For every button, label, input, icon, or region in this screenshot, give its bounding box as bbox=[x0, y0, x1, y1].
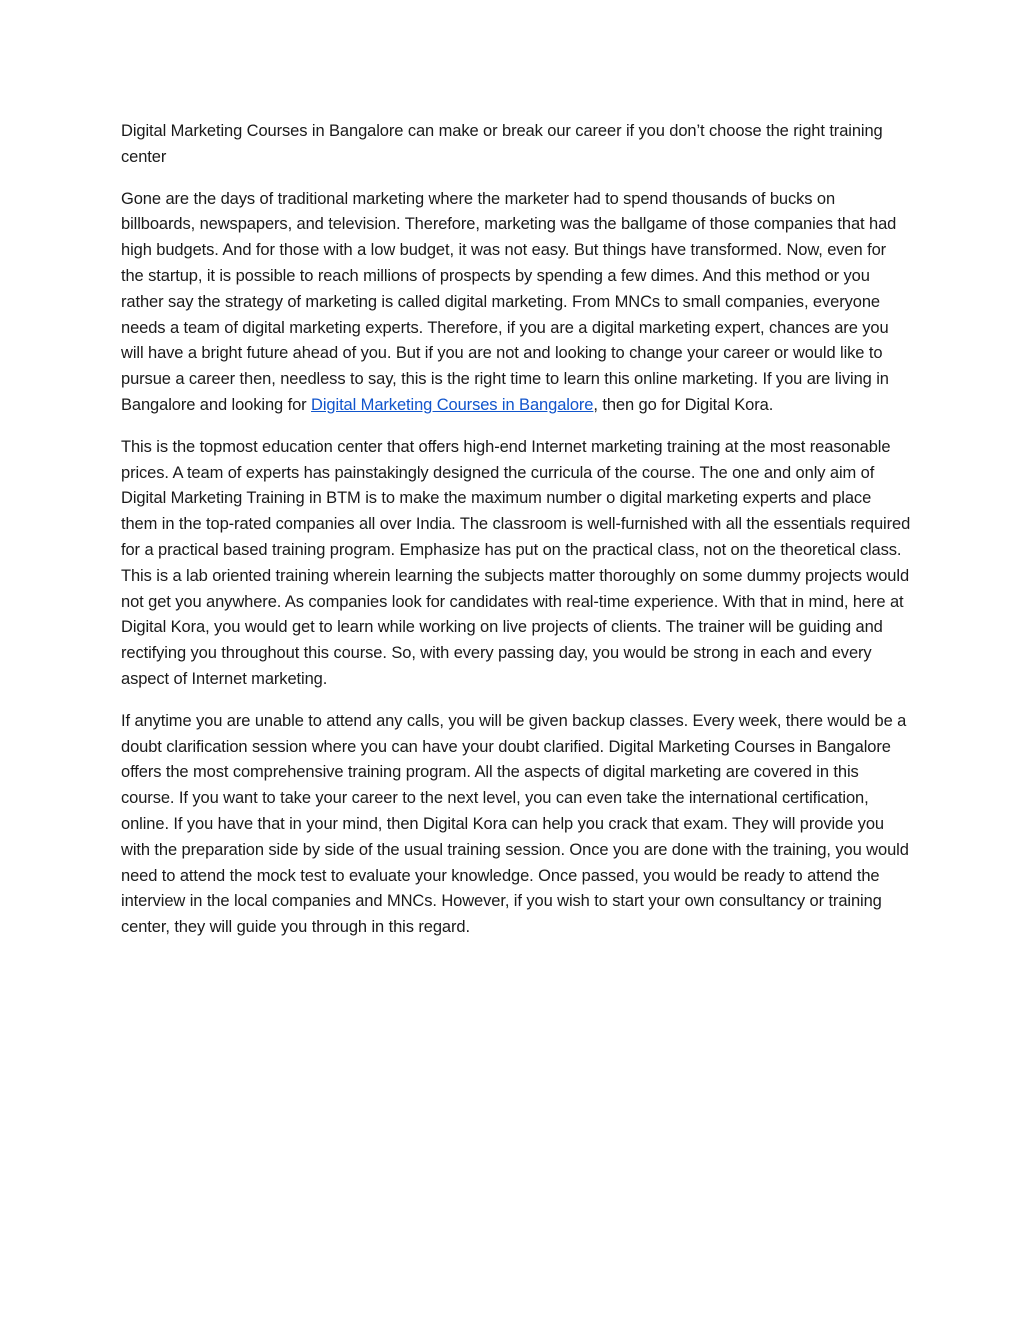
paragraph-1 bbox=[121, 187, 911, 419]
paragraph-1-text-after-link: , then go for Digital Kora. bbox=[593, 395, 774, 414]
document-body bbox=[121, 119, 911, 957]
paragraph-3: If anytime you are unable to attend any calls, you will be given backup classes. Every week, there would be a doubt clarification session where you can have your doubt clarified. Digital Marketing Courses in Bangalore offers the most comprehensive training program. All the aspects of digital marketing are covered in this course. If you want to take your career to the next level, you can even take the international certification, online. If you have that in your mind, then Digital Kora can help you crack that exam. They will provide you with the preparation side by side of the usual training session. Once you are done with the training, you would need to attend the mock test to evaluate your knowledge. Once passed, you would be ready to attend the interview in the local companies and MNCs. However, if you wish to start your own consultancy or training center, they will guide you through in this regard. bbox=[121, 711, 909, 937]
paragraph-1-text-before-link: Gone are the days of traditional marketing where the marketer had to spend thousands of bucks on billboards, newspapers, and television. Therefore, marketing was the ballgame of those companies that had high budgets. And for those with a low budget, it was not easy. But things have transformed. Now, even for the startup, it is possible to reach millions of prospects by spending a few dimes. And this method or you rather say the strategy of marketing is called digital marketing. From MNCs to small companies, everyone needs a team of digital marketing experts. Therefore, if you are a digital marketing expert, chances are you will have a bright future ahead of you. But if you are not and looking to change your career or would like to pursue a career then, needless to say, this is the right time to learn this online marketing. If you are living in Bangalore and looking for bbox=[121, 189, 897, 414]
digital-marketing-courses-link[interactable]: Digital Marketing Courses in Bangalore bbox=[311, 395, 594, 414]
paragraph-2: This is the topmost education center that offers high-end Internet marketing training at the most reasonable prices. A team of experts has painstakingly designed the curricula of the course. The one and only aim of Digital Marketing Training in BTM is to make the maximum number o digital marketing experts and place them in the top-rated companies all over India. The classroom is well-furnished with all the essentials required for a practical based training program. Emphasize has put on the practical class, not on the theoretical class. This is a lab oriented training wherein learning the subjects matter thoroughly on some dummy projects would not get you anywhere. As companies look for candidates with real-time experience. With that in mind, here at Digital Kora, you would get to learn while working on live projects of clients. The trainer will be guiding and rectifying you throughout this course. So, with every passing day, you would be strong in each and every aspect of Internet marketing. bbox=[121, 437, 911, 688]
heading-paragraph: Digital Marketing Courses in Bangalore can make or break our career if you don’t choose the right training center bbox=[121, 122, 883, 166]
